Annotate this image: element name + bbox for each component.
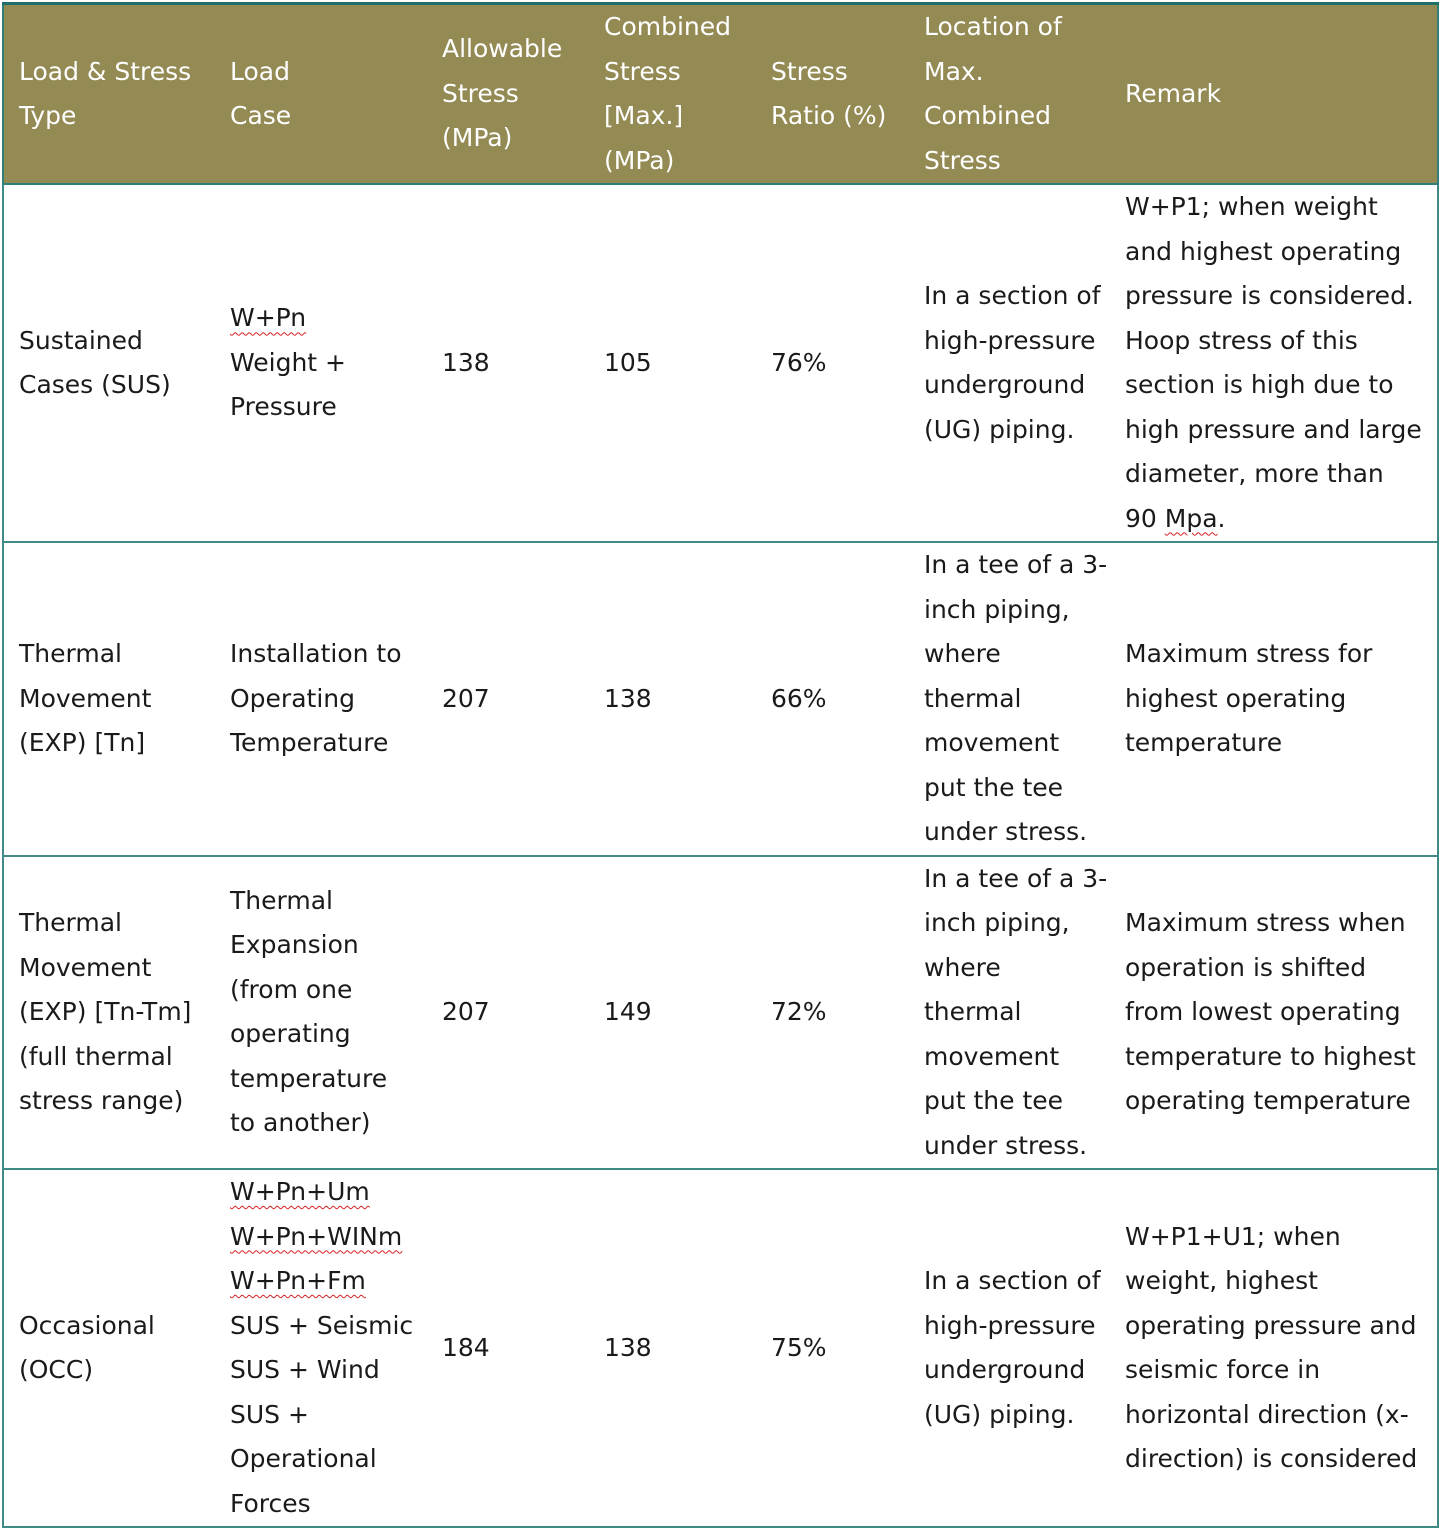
cell-ratio: 75% [756, 1169, 909, 1527]
cell-allowable: 207 [427, 856, 589, 1170]
header-load-stress-type: Load & Stress Type [3, 4, 215, 185]
cell-remark: W+P1+U1; when weight, highest operating pressure and seismic force in horizontal direction (x- direction) is considered [1117, 1169, 1438, 1527]
cell-combined: 149 [589, 856, 756, 1170]
cell-remark: Maximum stress for highest operating temperature [1117, 542, 1438, 856]
load-stress-table [2, 2, 1439, 1528]
cell-type: Thermal Movement (EXP) [Tn-Tm] (full thermal stress range) [3, 856, 215, 1170]
header-row [3, 4, 1438, 185]
cell-load-case: W+Pn Weight + Pressure [215, 184, 427, 542]
header-remark: Remark [1117, 4, 1438, 185]
cell-location: In a tee of a 3- inch piping, where thermal movement put the tee under stress. [909, 542, 1117, 856]
cell-load-case: W+Pn+Um W+Pn+WINm W+Pn+Fm SUS + Seismic SUS + Wind SUS + Operational Forces [215, 1169, 427, 1527]
table-row [3, 542, 1438, 856]
header-combined-stress: Combined Stress [Max.] (MPa) [589, 4, 756, 185]
remark-last-line: 90 Mpa. [1125, 503, 1226, 533]
cell-type: Sustained Cases (SUS) [3, 184, 215, 542]
cell-ratio: 66% [756, 542, 909, 856]
cell-remark: W+P1; when weight and highest operating pressure is considered. Hoop stress of this section is high due to high pressure and large diameter, more than 90 Mpa. [1117, 184, 1438, 542]
cell-location: In a section of high-pressure underground (UG) piping. [909, 1169, 1117, 1527]
table-row [3, 184, 1438, 542]
cell-type: Occasional (OCC) [3, 1169, 215, 1527]
cell-ratio: 76% [756, 184, 909, 542]
cell-type: Thermal Movement (EXP) [Tn] [3, 542, 215, 856]
cell-combined: 138 [589, 542, 756, 856]
cell-load-case: Thermal Expansion (from one operating temperature to another) [215, 856, 427, 1170]
cell-load-case: Installation to Operating Temperature [215, 542, 427, 856]
cell-combined: 105 [589, 184, 756, 542]
table-row [3, 1169, 1438, 1527]
header-stress-ratio: Stress Ratio (%) [756, 4, 909, 185]
table-row [3, 856, 1438, 1170]
cell-remark: Maximum stress when operation is shifted from lowest operating temperature to highest operating temperature [1117, 856, 1438, 1170]
header-location: Location of Max. Combined Stress [909, 4, 1117, 185]
cell-allowable: 184 [427, 1169, 589, 1527]
cell-location: In a section of high-pressure underground (UG) piping. [909, 184, 1117, 542]
header-allowable-stress: Allowable Stress (MPa) [427, 4, 589, 185]
header-load-case: Load Case [215, 4, 427, 185]
cell-allowable: 207 [427, 542, 589, 856]
cell-allowable: 138 [427, 184, 589, 542]
cell-ratio: 72% [756, 856, 909, 1170]
cell-combined: 138 [589, 1169, 756, 1527]
cell-location: In a tee of a 3- inch piping, where thermal movement put the tee under stress. [909, 856, 1117, 1170]
